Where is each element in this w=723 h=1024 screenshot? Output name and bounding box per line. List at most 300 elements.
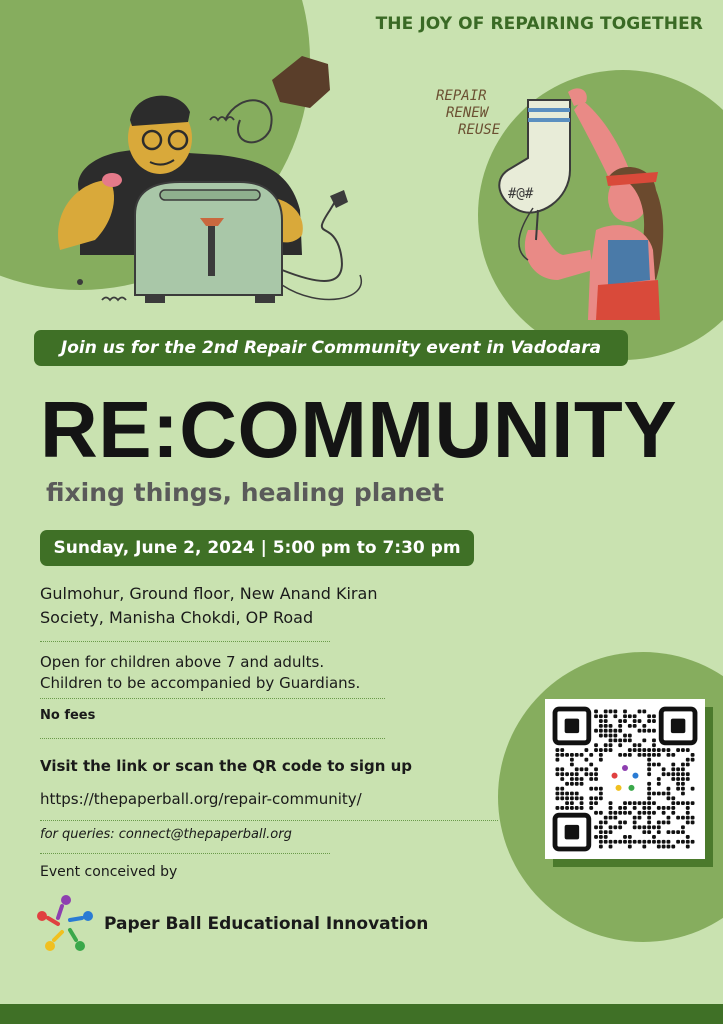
qr-module [691, 758, 695, 762]
qr-module [662, 767, 666, 771]
qr-module [676, 801, 680, 805]
qr-module [662, 748, 666, 752]
qr-module [560, 792, 564, 796]
qr-module [642, 811, 646, 815]
qr-module [604, 719, 608, 723]
qr-module [599, 787, 603, 791]
qr-module [570, 806, 574, 810]
qr-module [560, 748, 564, 752]
qr-module [604, 821, 608, 825]
qr-module [560, 772, 564, 776]
qr-module [691, 821, 695, 825]
qr-module [560, 753, 564, 757]
slogan-word: RENEW [446, 105, 489, 121]
qr-module [686, 816, 690, 820]
qr-module [613, 816, 617, 820]
qr-module [589, 763, 593, 767]
qr-module [671, 801, 675, 805]
qr-module [570, 796, 574, 800]
qr-module [609, 830, 613, 834]
qr-module [667, 806, 671, 810]
qr-module [647, 796, 651, 800]
qr-module [584, 758, 588, 762]
event-banner: Join us for the 2nd Repair Community event in Vadodara [34, 330, 628, 366]
qr-module [575, 792, 579, 796]
qr-module [618, 840, 622, 844]
qr-module [594, 787, 598, 791]
qr-module [565, 796, 569, 800]
qr-module [599, 714, 603, 718]
tagline: THE JOY OF REPAIRING TOGETHER [375, 14, 703, 34]
qr-module [604, 714, 608, 718]
qr-module [556, 806, 560, 810]
qr-module [618, 719, 622, 723]
qr-module [638, 801, 642, 805]
qr-module [662, 840, 666, 844]
qr-module [560, 777, 564, 781]
qr-module [647, 714, 651, 718]
qr-module [676, 830, 680, 834]
qr-module [604, 840, 608, 844]
address-line: Society, Manisha Chokdi, OP Road [40, 608, 314, 627]
qr-module [580, 753, 584, 757]
qr-module [633, 840, 637, 844]
qr-module [667, 816, 671, 820]
qr-module [594, 729, 598, 733]
qr-module [580, 806, 584, 810]
qr-module [599, 792, 603, 796]
qr-module [584, 767, 588, 771]
qr-module [604, 729, 608, 733]
qr-module [565, 772, 569, 776]
eligibility-line: Open for children above 7 and adults. [40, 653, 325, 671]
qr-module [618, 811, 622, 815]
qr-module [638, 811, 642, 815]
qr-module [604, 830, 608, 834]
qr-module [642, 840, 646, 844]
qr-module [604, 748, 608, 752]
qr-module [642, 738, 646, 742]
paperball-logo [36, 894, 96, 954]
qr-module [599, 840, 603, 844]
footer-bar [0, 1004, 723, 1024]
qr-module [570, 782, 574, 786]
qr-module [556, 792, 560, 796]
qr-module [628, 840, 632, 844]
qr-module [647, 753, 651, 757]
qr-module [671, 767, 675, 771]
qr-module [628, 801, 632, 805]
qr-module [623, 738, 627, 742]
divider [40, 698, 385, 699]
qr-module [628, 748, 632, 752]
qr-module [604, 743, 608, 747]
qr-module [609, 825, 613, 829]
qr-module [575, 796, 579, 800]
qr-module [613, 738, 617, 742]
qr-logo-dot [612, 773, 618, 779]
qr-module [647, 729, 651, 733]
qr-module [657, 777, 661, 781]
qr-module [671, 830, 675, 834]
qr-module [556, 767, 560, 771]
qr-finder-center [671, 719, 685, 733]
qr-module [642, 753, 646, 757]
qr-module [638, 710, 642, 714]
qr-module [676, 748, 680, 752]
qr-module [594, 748, 598, 752]
repair-renew-reuse-lettering [436, 88, 546, 139]
qr-module [609, 845, 613, 849]
qr-module [662, 792, 666, 796]
qr-module [628, 738, 632, 742]
qr-module [657, 806, 661, 810]
qr-module [652, 835, 656, 839]
qr-module [599, 825, 603, 829]
qr-module [556, 772, 560, 776]
qr-module [594, 767, 598, 771]
qr-module [618, 753, 622, 757]
qr-module [681, 830, 685, 834]
qr-module [575, 753, 579, 757]
qr-module [638, 719, 642, 723]
qr-module [599, 830, 603, 834]
qr-module [657, 792, 661, 796]
qr-module [570, 772, 574, 776]
qr-module [633, 816, 637, 820]
qr-module [609, 724, 613, 728]
qr-module [681, 792, 685, 796]
qr-module [633, 825, 637, 829]
qr-module [647, 782, 651, 786]
qr-logo-dot [628, 785, 634, 791]
qr-module [628, 835, 632, 839]
organizer-name: Paper Ball Educational Innovation [104, 914, 429, 934]
qr-module [686, 821, 690, 825]
qr-module [676, 816, 680, 820]
qr-module [681, 767, 685, 771]
qr-module [556, 796, 560, 800]
qr-module [560, 787, 564, 791]
qr-module [671, 753, 675, 757]
qr-module [609, 806, 613, 810]
qr-module [594, 714, 598, 718]
qr-module [667, 830, 671, 834]
qr-module [647, 763, 651, 767]
qr-module [599, 748, 603, 752]
qr-module [633, 821, 637, 825]
qr-module [642, 845, 646, 849]
qr-module [575, 782, 579, 786]
qr-module [647, 719, 651, 723]
qr-module [613, 840, 617, 844]
qr-module [609, 801, 613, 805]
qr-module [686, 777, 690, 781]
qr-module [628, 724, 632, 728]
qr-module [662, 821, 666, 825]
qr-module [609, 748, 613, 752]
qr-module [556, 748, 560, 752]
qr-module [599, 734, 603, 738]
qr-module [642, 830, 646, 834]
qr-module [657, 821, 661, 825]
qr-module [609, 816, 613, 820]
qr-module [686, 801, 690, 805]
qr-module [589, 753, 593, 757]
qr-module [556, 787, 560, 791]
divider [40, 738, 385, 739]
qr-module [618, 825, 622, 829]
qr-module [686, 758, 690, 762]
qr-module [594, 835, 598, 839]
qr-module [686, 806, 690, 810]
qr-module [628, 753, 632, 757]
qr-module [657, 845, 661, 849]
divider [40, 853, 330, 854]
qr-module [570, 753, 574, 757]
qr-module [618, 738, 622, 742]
qr-module [623, 719, 627, 723]
qr-module [691, 787, 695, 791]
qr-module [623, 753, 627, 757]
qr-module [642, 748, 646, 752]
qr-module [560, 806, 564, 810]
qr-module [686, 772, 690, 776]
qr-module [589, 777, 593, 781]
qr-module [589, 801, 593, 805]
qr-module [623, 806, 627, 810]
qr-module [618, 724, 622, 728]
qr-module [657, 840, 661, 844]
divider [40, 820, 498, 821]
qr-module [589, 796, 593, 800]
qr-module [599, 729, 603, 733]
qr-finder-center [565, 719, 579, 733]
signup-instruction: Visit the link or scan the QR code to sign up [40, 757, 413, 775]
qr-module [681, 772, 685, 776]
qr-module [652, 801, 656, 805]
qr-module [657, 748, 661, 752]
qr-module [652, 729, 656, 733]
qr-module [628, 811, 632, 815]
qr-module [609, 729, 613, 733]
qr-module [556, 758, 560, 762]
qr-logo-dot [616, 785, 622, 791]
qr-module [686, 835, 690, 839]
qr-module [667, 748, 671, 752]
qr-module [642, 724, 646, 728]
qr-module [623, 811, 627, 815]
qr-module [676, 777, 680, 781]
qr-module [623, 801, 627, 805]
qr-module [589, 806, 593, 810]
qr-module [633, 748, 637, 752]
qr-module [623, 840, 627, 844]
qr-module [594, 811, 598, 815]
qr-module [638, 748, 642, 752]
qr-module [633, 724, 637, 728]
qr-module [647, 767, 651, 771]
qr-module [671, 806, 675, 810]
qr-module [657, 782, 661, 786]
qr-module [623, 835, 627, 839]
qr-module [609, 840, 613, 844]
qr-module [681, 763, 685, 767]
qr-module [647, 787, 651, 791]
qr-module [633, 806, 637, 810]
qr-module [565, 753, 569, 757]
qr-module [623, 734, 627, 738]
qr-module [671, 777, 675, 781]
qr-module [662, 845, 666, 849]
qr-module [676, 840, 680, 844]
qr-module [676, 772, 680, 776]
qr-module [686, 811, 690, 815]
qr-module [618, 743, 622, 747]
qr-module [556, 753, 560, 757]
qr-module [613, 729, 617, 733]
qr-module [599, 845, 603, 849]
qr-module [580, 782, 584, 786]
qr-module [667, 840, 671, 844]
eligibility-line: Children to be accompanied by Guardians. [40, 674, 361, 692]
qr-module [691, 816, 695, 820]
qr-module [691, 753, 695, 757]
qr-module [580, 801, 584, 805]
qr-module [613, 710, 617, 714]
qr-module [652, 763, 656, 767]
address-line: Gulmohur, Ground floor, New Anand Kiran [40, 584, 378, 603]
qr-module [628, 734, 632, 738]
qr-module [589, 787, 593, 791]
qr-module [642, 710, 646, 714]
qr-module [657, 825, 661, 829]
qr-module [667, 792, 671, 796]
slogan-word: REPAIR [436, 88, 487, 104]
qr-module [599, 821, 603, 825]
qr-module [604, 734, 608, 738]
qr-module [667, 845, 671, 849]
qr-module [652, 738, 656, 742]
qr-module [565, 792, 569, 796]
qr-module [628, 845, 632, 849]
qr-module [642, 825, 646, 829]
qr-module [584, 772, 588, 776]
signup-link[interactable]: https://thepaperball.org/repair-community/ [40, 790, 362, 808]
qr-module [676, 787, 680, 791]
qr-module [652, 840, 656, 844]
qr-module [662, 772, 666, 776]
qr-module [667, 796, 671, 800]
qr-module [691, 801, 695, 805]
qr-module [647, 811, 651, 815]
qr-module [594, 825, 598, 829]
event-datetime: Sunday, June 2, 2024 | 5:00 pm to 7:30 pm [40, 530, 474, 566]
qr-module [652, 719, 656, 723]
qr-module [652, 743, 656, 747]
qr-module [671, 796, 675, 800]
qr-module [647, 830, 651, 834]
signup-qr-code[interactable] [545, 699, 705, 859]
qr-module [599, 811, 603, 815]
event-subtitle: fixing things, healing planet [46, 478, 444, 507]
event-title: RE:COMMUNITY [40, 385, 678, 474]
qr-module [613, 811, 617, 815]
qr-module [681, 787, 685, 791]
qr-module [589, 772, 593, 776]
qr-module [580, 777, 584, 781]
qr-module [647, 816, 651, 820]
qr-module [657, 830, 661, 834]
qr-module [652, 811, 656, 815]
qr-module [580, 796, 584, 800]
qr-module [609, 738, 613, 742]
qr-logo-dot [622, 765, 628, 771]
qr-module [642, 801, 646, 805]
qr-module [676, 767, 680, 771]
qr-module [604, 724, 608, 728]
queries-email[interactable]: for queries: connect@thepaperball.org [40, 827, 292, 842]
qr-module [594, 796, 598, 800]
qr-module [570, 763, 574, 767]
qr-module [667, 772, 671, 776]
qr-module [560, 767, 564, 771]
qr-module [638, 743, 642, 747]
qr-module [599, 796, 603, 800]
qr-module [647, 792, 651, 796]
qr-module [671, 763, 675, 767]
eligibility-note [40, 652, 360, 694]
qr-module [652, 825, 656, 829]
qr-module [686, 748, 690, 752]
conceived-by-label: Event conceived by [40, 864, 178, 880]
qr-module [633, 801, 637, 805]
qr-module [584, 748, 588, 752]
qr-module [633, 714, 637, 718]
qr-module [681, 801, 685, 805]
qr-module [599, 758, 603, 762]
qr-module [638, 729, 642, 733]
qr-module [647, 840, 651, 844]
qr-module [594, 743, 598, 747]
qr-module [594, 777, 598, 781]
qr-module [633, 719, 637, 723]
qr-module [570, 777, 574, 781]
qr-module [575, 772, 579, 776]
qr-module [599, 835, 603, 839]
event-address [40, 582, 377, 630]
qr-code-image [545, 699, 705, 859]
qr-module [652, 753, 656, 757]
qr-module [594, 801, 598, 805]
qr-module [604, 710, 608, 714]
qr-module [609, 811, 613, 815]
qr-module [657, 763, 661, 767]
qr-module [638, 753, 642, 757]
qr-module [686, 763, 690, 767]
qr-module [599, 753, 603, 757]
qr-module [570, 792, 574, 796]
qr-module [570, 801, 574, 805]
qr-module [676, 782, 680, 786]
qr-module [662, 806, 666, 810]
qr-module [662, 811, 666, 815]
qr-module [647, 801, 651, 805]
qr-module [623, 821, 627, 825]
divider [40, 641, 330, 642]
qr-module [681, 748, 685, 752]
qr-finder-center [565, 825, 579, 839]
